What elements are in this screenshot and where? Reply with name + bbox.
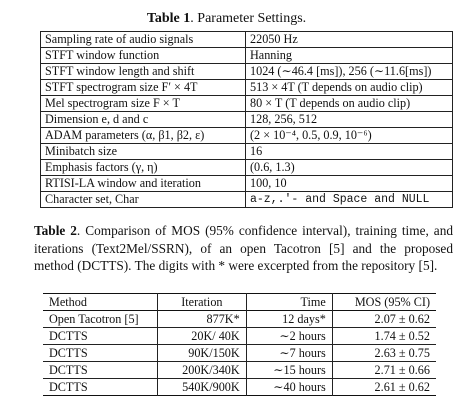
table2-caption bbox=[34, 222, 453, 275]
time-cell: ∼40 hours bbox=[246, 379, 332, 396]
method-cell: DCTTS bbox=[49, 380, 88, 394]
table-row bbox=[43, 311, 436, 328]
table1-label: Table 1 bbox=[146, 11, 191, 26]
table-row bbox=[41, 192, 453, 208]
mos-comparison-table bbox=[43, 293, 436, 396]
table-row bbox=[41, 48, 453, 64]
param-name: Dimension e, d and c bbox=[41, 112, 246, 128]
param-name: Character set, Char bbox=[41, 192, 246, 208]
column-header-method: Method bbox=[49, 295, 87, 309]
param-name: Mel spectrogram size F × T bbox=[41, 96, 246, 112]
table-row bbox=[43, 379, 436, 396]
time-cell: 12 days* bbox=[246, 311, 332, 328]
method-cell: DCTTS bbox=[49, 329, 88, 343]
table1-title: . Parameter Settings. bbox=[190, 11, 307, 26]
table-row bbox=[41, 32, 453, 48]
param-value: a-z,.'- and Space and NULL bbox=[246, 192, 453, 208]
param-value: 16 bbox=[246, 144, 453, 160]
table-header-row bbox=[43, 294, 436, 311]
iteration-cell: 20K/ 40K bbox=[158, 328, 247, 345]
mos-cell: 2.71 ± 0.66 bbox=[332, 362, 436, 379]
param-name: ADAM parameters (α, β1, β2, ε) bbox=[41, 128, 246, 144]
iteration-cell: 540K/900K bbox=[158, 379, 247, 396]
param-value: 128, 256, 512 bbox=[246, 112, 453, 128]
mos-cell: 1.74 ± 0.52 bbox=[332, 328, 436, 345]
table-row bbox=[41, 160, 453, 176]
param-value: 1024 (∼46.4 [ms]), 256 (∼11.6[ms]) bbox=[246, 64, 453, 80]
table1-caption bbox=[0, 10, 453, 27]
table-row bbox=[43, 362, 436, 379]
time-cell: ∼2 hours bbox=[246, 328, 332, 345]
param-name: Minibatch size bbox=[41, 144, 246, 160]
param-name: RTISI-LA window and iteration bbox=[41, 176, 246, 192]
param-value: 80 × T (T depends on audio clip) bbox=[246, 96, 453, 112]
param-value: (2 × 10⁻⁴, 0.5, 0.9, 10⁻⁶) bbox=[246, 128, 453, 144]
table-row bbox=[41, 128, 453, 144]
param-name: STFT window function bbox=[41, 48, 246, 64]
param-value: Hanning bbox=[246, 48, 453, 64]
table-row bbox=[43, 328, 436, 345]
param-name: STFT spectrogram size F′ × 4T bbox=[41, 80, 246, 96]
mos-cell: 2.61 ± 0.62 bbox=[332, 379, 436, 396]
time-cell: ∼15 hours bbox=[246, 362, 332, 379]
mos-cell: 2.63 ± 0.75 bbox=[332, 345, 436, 362]
mos-cell: 2.07 ± 0.62 bbox=[332, 311, 436, 328]
table-row bbox=[41, 176, 453, 192]
param-value: 513 × 4T (T depends on audio clip) bbox=[246, 80, 453, 96]
time-cell: ∼7 hours bbox=[246, 345, 332, 362]
param-value: (0.6, 1.3) bbox=[246, 160, 453, 176]
column-header-mos: MOS (95% CI) bbox=[332, 294, 436, 311]
method-cell: Open Tacotron [5] bbox=[49, 312, 139, 326]
iteration-cell: 200K/340K bbox=[158, 362, 247, 379]
table-row bbox=[41, 144, 453, 160]
table-row bbox=[41, 112, 453, 128]
parameter-settings-table bbox=[40, 31, 453, 208]
table-row bbox=[41, 64, 453, 80]
method-cell: DCTTS bbox=[49, 346, 88, 360]
iteration-cell: 877K* bbox=[158, 311, 247, 328]
column-header-iteration: Iteration bbox=[158, 294, 247, 311]
param-name: STFT window length and shift bbox=[41, 64, 246, 80]
iteration-cell: 90K/150K bbox=[158, 345, 247, 362]
table2-caption-text: . Comparison of MOS (95% confidence interval), training time, and iterations (Text2Mel/SSRN), of an open Tacotron [5] and the proposed method (DCTTS). The digits with * were excerpted from the repository [5]. bbox=[34, 223, 453, 273]
param-name: Emphasis factors (γ, η) bbox=[41, 160, 246, 176]
table-row bbox=[41, 80, 453, 96]
table-row bbox=[41, 96, 453, 112]
param-value: 22050 Hz bbox=[246, 32, 453, 48]
param-value: 100, 10 bbox=[246, 176, 453, 192]
method-cell: DCTTS bbox=[49, 363, 88, 377]
param-name: Sampling rate of audio signals bbox=[41, 32, 246, 48]
table2-label: Table 2 bbox=[34, 223, 77, 238]
table-row bbox=[43, 345, 436, 362]
column-header-time: Time bbox=[246, 294, 332, 311]
